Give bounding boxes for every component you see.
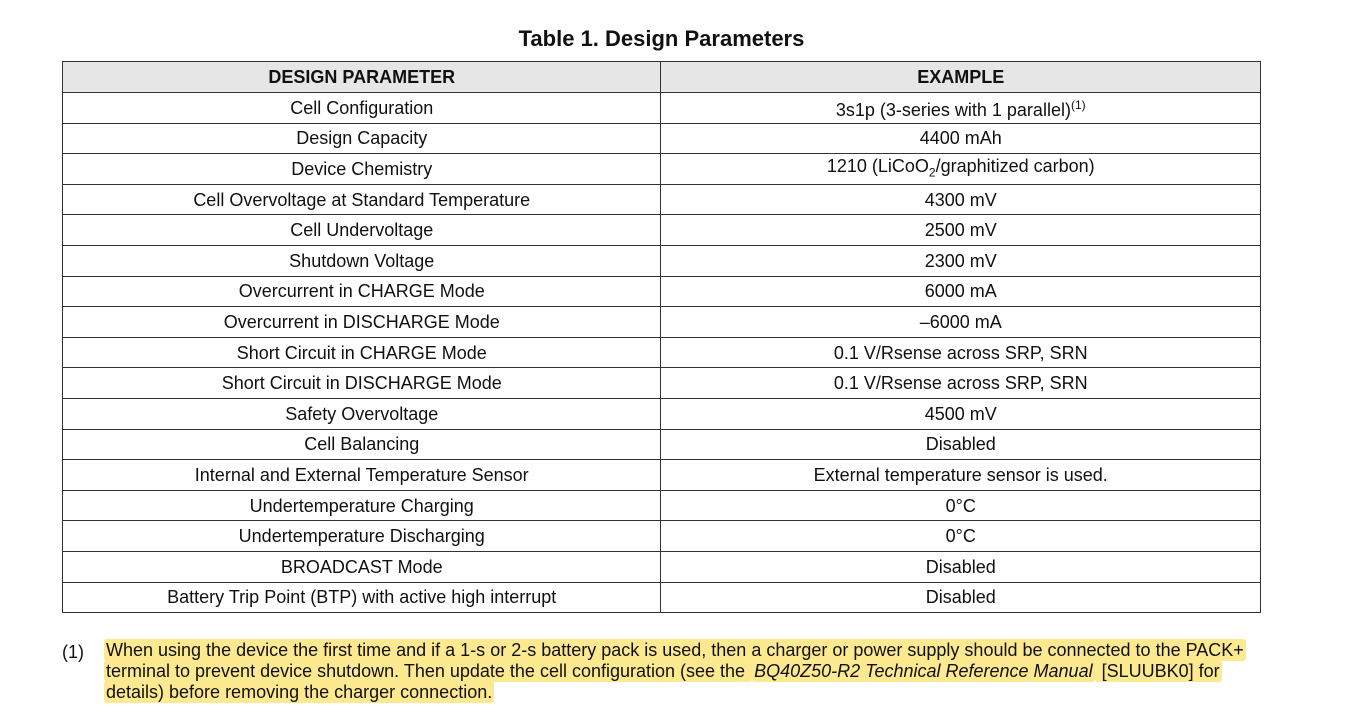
header-design-parameter: DESIGN PARAMETER: [63, 62, 661, 93]
cell-example: –6000 mA: [661, 307, 1261, 338]
example-text: 3s1p (3-series with 1 parallel): [835, 100, 1071, 121]
table-row: [63, 307, 1261, 338]
cell-example: 4400 mAh: [661, 123, 1261, 154]
highlighted-note-part1: When using the device the first time and if a 1-s or 2-s battery pack is used, then a charger or power supply should be connected to the PACK+ terminal to prevent device shutdown. Then update the cell configuration (see the: [106, 640, 1244, 681]
table-row: [63, 490, 1261, 521]
cell-example: Disabled: [661, 582, 1261, 613]
cell-example: 4300 mV: [661, 184, 1261, 215]
cell-param: Battery Trip Point (BTP) with active high interrupt: [63, 582, 661, 613]
cell-example: [661, 93, 1261, 124]
table-title: Table 1. Design Parameters: [518, 26, 805, 51]
cell-param: Undertemperature Discharging: [63, 521, 661, 552]
table-row: [63, 429, 1261, 460]
cell-param: Design Capacity: [63, 123, 661, 154]
cell-example: 0°C: [661, 490, 1261, 521]
table-header-row: [63, 62, 1261, 93]
table-row: [63, 276, 1261, 307]
cell-example: 4500 mV: [661, 398, 1261, 429]
table-row: [63, 123, 1261, 154]
table-row: [63, 521, 1261, 552]
cell-example: [661, 154, 1261, 185]
table-row: [63, 184, 1261, 215]
cell-param: Safety Overvoltage: [63, 398, 661, 429]
table-row: [63, 337, 1261, 368]
table-row: [63, 582, 1261, 613]
cell-param: Undertemperature Charging: [63, 490, 661, 521]
cell-param: Cell Undervoltage: [63, 215, 661, 246]
example-text-post: /graphitized carbon): [935, 155, 1095, 176]
cell-param: Cell Overvoltage at Standard Temperature: [63, 184, 661, 215]
cell-param: Short Circuit in DISCHARGE Mode: [63, 368, 661, 399]
cell-param: Overcurrent in DISCHARGE Mode: [63, 307, 661, 338]
cell-example: Disabled: [661, 429, 1261, 460]
cell-param: Overcurrent in CHARGE Mode: [63, 276, 661, 307]
cell-param: Cell Balancing: [63, 429, 661, 460]
cell-example: 2300 mV: [661, 245, 1261, 276]
cell-param: Short Circuit in CHARGE Mode: [63, 337, 661, 368]
cell-example: 0.1 V/Rsense across SRP, SRN: [661, 337, 1261, 368]
cell-example: Disabled: [661, 551, 1261, 582]
table-row: [63, 368, 1261, 399]
table-row: [63, 93, 1261, 124]
chemical-subscript: 2: [928, 165, 936, 180]
cell-example: 0°C: [661, 521, 1261, 552]
table-row: [63, 245, 1261, 276]
cell-example: 0.1 V/Rsense across SRP, SRN: [661, 368, 1261, 399]
example-text-pre: 1210 (LiCoO: [826, 155, 929, 176]
highlighted-note-part2: [SLUUBK0] for details) before removing the charger connection.: [106, 661, 1220, 702]
footnote-reference[interactable]: (1): [1070, 98, 1086, 113]
cell-param: BROADCAST Mode: [63, 551, 661, 582]
table-row: [63, 551, 1261, 582]
table-row: [63, 398, 1261, 429]
table-row: [63, 460, 1261, 491]
design-parameters-table: [62, 61, 1261, 613]
cell-example: 2500 mV: [661, 215, 1261, 246]
footnote-marker: (1): [62, 642, 84, 662]
cell-param: Internal and External Temperature Sensor: [63, 460, 661, 491]
cell-param: Shutdown Voltage: [63, 245, 661, 276]
table-row: [63, 215, 1261, 246]
reference-manual-title: BQ40Z50-R2 Technical Reference Manual: [754, 661, 1093, 681]
cell-example: External temperature sensor is used.: [661, 460, 1261, 491]
cell-param: Cell Configuration: [63, 93, 661, 124]
footnote-text: [104, 640, 1264, 703]
header-example: EXAMPLE: [661, 62, 1261, 93]
cell-param: Device Chemistry: [63, 154, 661, 185]
cell-example: 6000 mA: [661, 276, 1261, 307]
table-row: [63, 154, 1261, 185]
